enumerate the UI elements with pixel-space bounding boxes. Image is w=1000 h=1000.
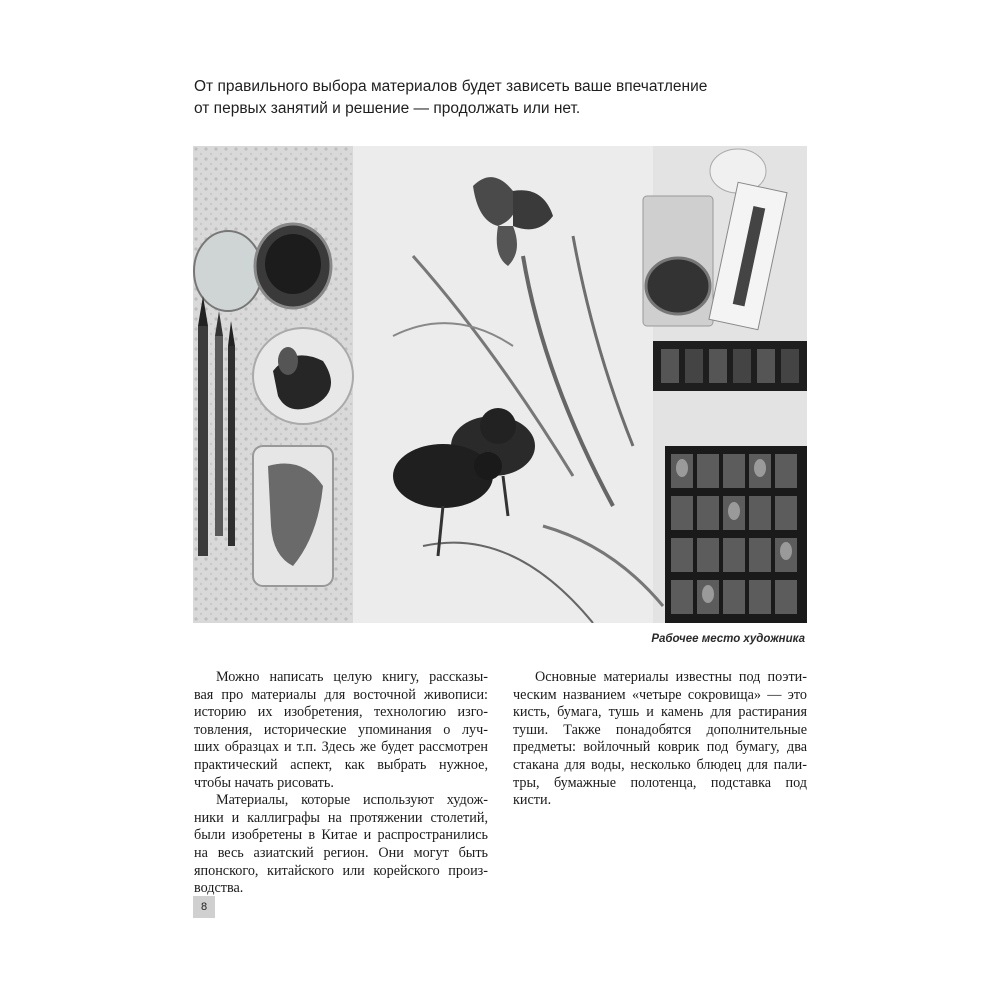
text-line: кисть, бумага, тушь и камень для растирания (513, 704, 807, 721)
text-line: вая про материалы для восточной живописи: (194, 686, 488, 703)
text-line: историю их изобретения, технологию изго- (194, 704, 488, 721)
text-line: японского, китайского или корейского произ- (194, 862, 488, 879)
text-line: Можно написать целую книгу, рассказы- (216, 669, 488, 685)
text-line: практический аспект, как выбрать нужное, (194, 756, 488, 773)
text-line: ческим названием «четыре сокровища» — это (513, 686, 807, 703)
text-line: Основные материалы известны под поэти- (535, 669, 807, 685)
text-line: ники и каллиграфы на протяжении столетий, (194, 809, 488, 826)
text-line: стакана для воды, несколько блюдец для пали- (513, 756, 807, 773)
lead-line: от первых занятий и решение — продолжать или нет. (194, 100, 581, 117)
text-line: кисти. (513, 792, 552, 809)
text-line: товления, исторические упоминания о луч- (194, 721, 488, 738)
lead-line: От правильного выбора материалов будет зависеть ваше впечатление (194, 78, 708, 95)
text-line: тры, бумажные полотенца, подставка под (513, 774, 807, 791)
text-line: были изобретены в Китае и распространились (194, 827, 488, 844)
lead-paragraph (194, 76, 814, 120)
text-line: предметы: войлочный коврик под бумагу, два (513, 739, 807, 756)
text-line: водства. (194, 880, 244, 897)
figure-caption: Рабочее место художника (651, 633, 805, 645)
workspace-photo-illustration (193, 146, 807, 623)
workspace-photo (193, 146, 807, 623)
text-line: ших образцах и т.п. Здесь же будет рассмотрен (194, 739, 488, 756)
page-number: 8 (193, 896, 215, 918)
text-line: на весь азиатский регион. Они могут быть (194, 844, 488, 861)
text-line: туши. Также понадобятся дополнительные (513, 721, 807, 738)
left-column-text (194, 669, 488, 898)
text-line: Материалы, которые используют худож- (216, 792, 488, 809)
text-line: чтобы начать рисовать. (194, 774, 334, 791)
right-column-text (513, 669, 807, 810)
